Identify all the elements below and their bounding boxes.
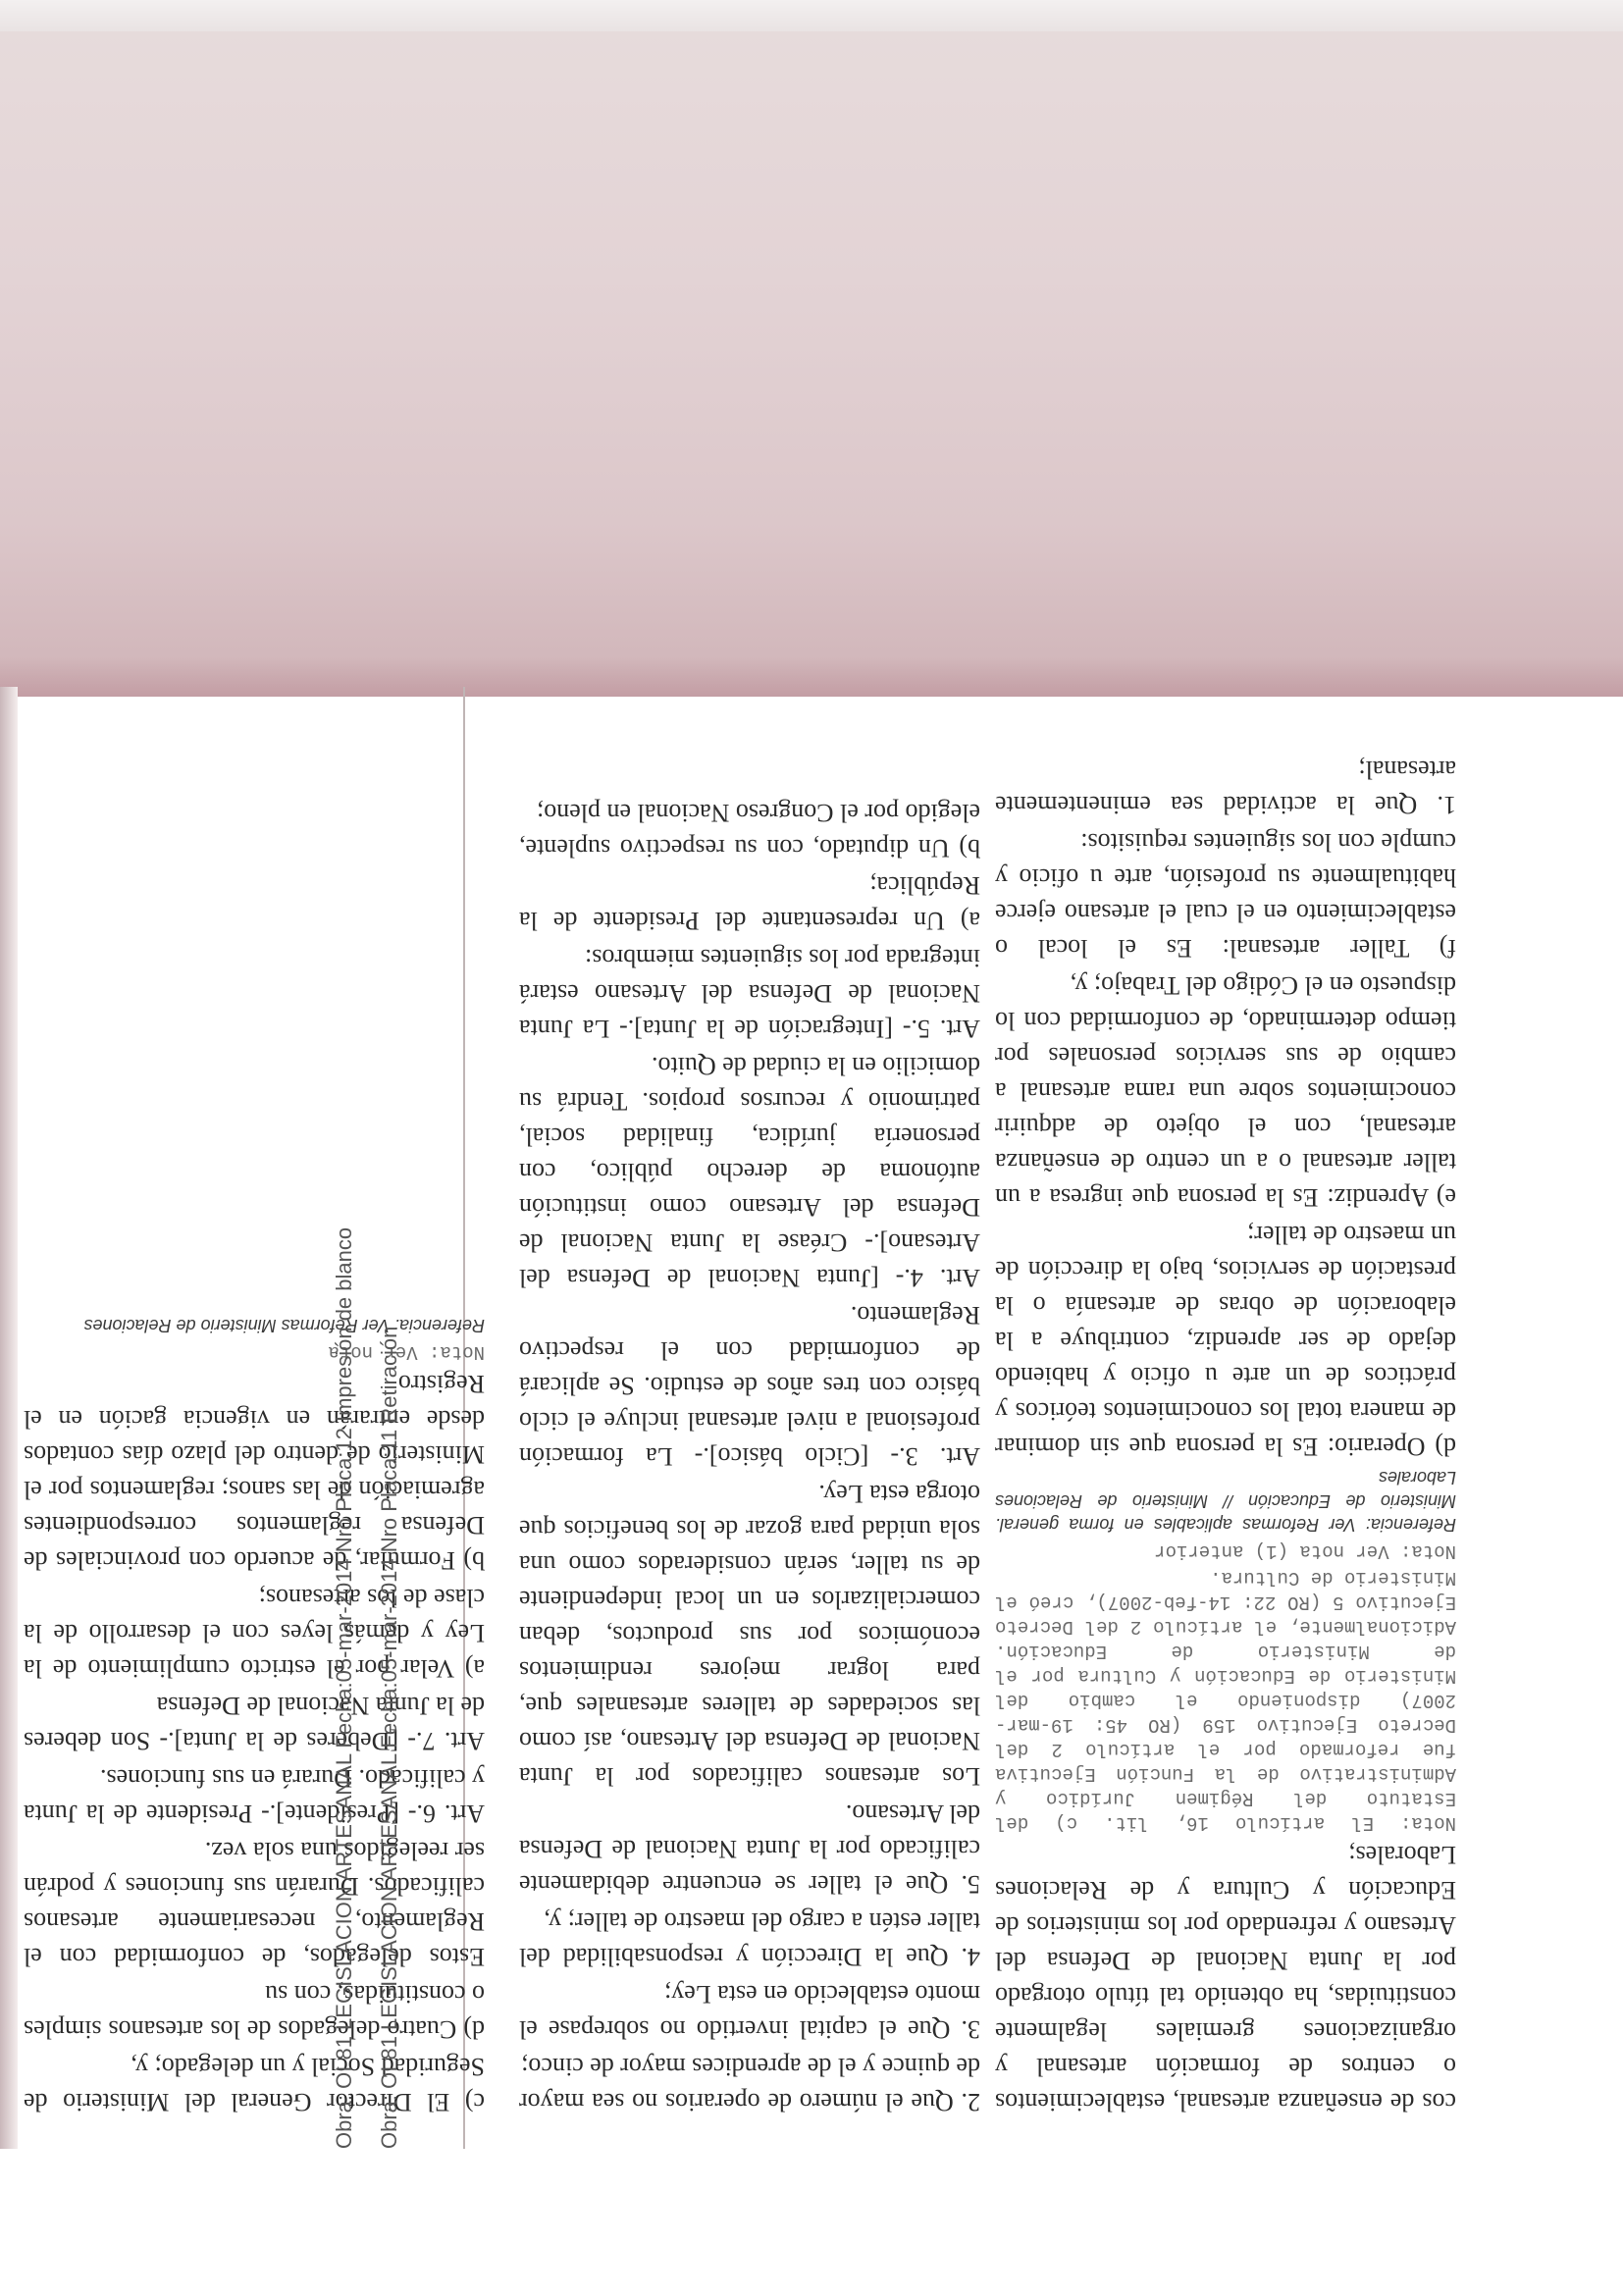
delegates-paragraph: Estos delegados, de conformidad con el Reglamento, necesariamente artesanos calificados. Durarán sus funciones y podrán ser reelegidos una sola vez. [24,1837,485,1971]
middle-column [519,793,980,2119]
item-4: 4. Que la Dirección y responsabilidad del taller estén a cargo del maestro de taller; y, [519,1907,980,1971]
member-c: c) El Director General del Ministerio de Seguridad Social y un delegado; y, [24,2053,485,2116]
member-d: d) Cuatro delegados de los artesanos simples o constituidas, con su [24,1980,485,2044]
note-1: Nota: El artículo 16, lit. c) del Estatuto del Régimen Jurídico y Administrativo de la Función Ejecutiva fue reformado por el artículo 2 del Decreto Ejecutivo 159 (RO 45: 19-mar-2007) disponiendo el cambio del Ministerio de Educación y Cultura por el de Ministerio de Educación. Adicionalmente, el artículo 2 del Decreto Ejecutivo 5 (RO 22: 14-feb-2007), creó el Ministerio de Cultura. [995,1567,1456,1834]
article-4: Art. 4.- [Junta Nacional de Defensa del Artesano].- Créase la Junta Nacional de Defensa del Artesano como institución autónoma de derecho público, con personería jurídica, finalidad social, patrimonio y recursos propios. Tendrá su domicilio en la ciudad de Quito. [519,1052,980,1292]
scanner-background [0,0,1623,697]
article-5: Art. 5.- [Integración de la Junta].- La Junta Nacional de Defensa del Artesano estará integrada por los siguientes miembros: [519,944,980,1043]
note-3: Nota: Ver nota [328,1341,485,1363]
item-taller: f) Taller artesanal: Es el local o establecimiento en el cual el artesano ejerce habitualmente su profesión, arte u oficio y cumple con los siguientes requisitos: [995,828,1456,963]
article-6: Art. 6.- [Presidente].- Presidente de la Junta y calificado. Durará en sus funciones. [24,1764,485,1828]
reference-2: Referencia: Ver Reformas Ministerio de Relaciones [83,1316,485,1335]
item-2: 2. Que el número de operarios no sea mayor de quince y el de aprendices mayor de cinco; [519,2053,980,2116]
article-3: Art. 3.- [Ciclo básico].- La formación profesional a nivel artesanal incluye el ciclo básico con tres años de estudio. Se aplicará de conformidad con el respectivo Reglamento. [519,1301,980,1471]
item-operario: d) Operario: Es la persona que sin dominar de manera total los conocimientos teóricos y prácticos de un arte u oficio y habiendo dejado de ser aprendiz, contribuye a la elaboración de obras de artesanía o la prestación de servicios, bajo la dirección de un maestro de taller; [995,1221,1456,1461]
member-b: b) Un diputado, con su respectivo suplente, elegido por el Congreso Nacional en pleno; [519,799,980,862]
duty-a: a) Velar por el estricto cumplimiento de la Ley y demás leyes con el desarrollo de la clase de los artesanos; [24,1584,485,1683]
print-label-1: Obra: OI 81 LEGISLACION ARTESANAL Fecha:05-mar-2014 Nro Placa:12 Impresión de blanco [332,1226,356,2149]
note-2: Nota: Ver nota (1) anterior [1154,1540,1456,1562]
reference-1: Referencia: Ver Reformas aplicables en forma general. Ministerio de Educación // Ministerio de Relaciones Laborales [995,1468,1456,1535]
document-page [14,687,1476,2149]
item-taller-1: 1. Que la actividad sea eminentemente artesanal; [995,756,1456,819]
print-label-2: Obra: OI 81 LEGISLACION ARTESANAL Fecha:05-mar-2014 Nro Placa:11 Retiración [377,1326,401,2149]
right-column [24,1312,485,2119]
artisans-paragraph: Los artesanos calificados por la Junta Nacional de Defensa del Artesano, así como las sociedades de talleres artesanales que, para lograr mejores rendimientos económicos por sus productos, deban comercializarlos en un local independiente de su taller, serán considerados como una sola unidad para gozar de los beneficios que otorga esta Ley. [519,1480,980,1791]
left-column [995,750,1456,2119]
top-strip [0,0,1623,31]
item-5: 5. Que el taller se encuentre debidamente calificado por la Junta Nacional de Defensa del Artesano. [519,1800,980,1899]
article-7: Art. 7.- [Deberes de la Junta].- Son deberes de la Junta Nacional de Defensa [24,1692,485,1755]
item-3: 3. Que el capital invertido no sobrepase el monto establecido en esta Ley; [519,1980,980,2044]
intro-paragraph: cos de enseñanza artesanal, establecimientos o centros de formación artesanal y organizaciones gremiales legalmente constituidas, ha obtenido tal título otorgado por la Junta Nacional de Defensa del Artesano y refrendado por los ministerios de Educación y Cultura y de Relaciones Laborales; [995,1841,1456,2116]
duty-b: b) Formular, de acuerdo con provinciales de Defensa reglamentos correspondientes agremiación de las sanos; reglamentos por el Ministerio de dentro del plazo días contados desde entrarán en vigencia gación en el Registro [24,1370,485,1575]
item-aprendiz: e) Aprendiz: Es la persona que ingresa a un taller artesanal o a un centro de enseñanza artesanal, con el objeto de adquirir conocimientos sobre una rama artesanal a cambio de sus servicios personales por tiempo determinado, de conformidad con lo dispuesto en el Código del Trabajo; y, [995,971,1456,1212]
member-a: a) Un representante del Presidente de la República; [519,871,980,935]
